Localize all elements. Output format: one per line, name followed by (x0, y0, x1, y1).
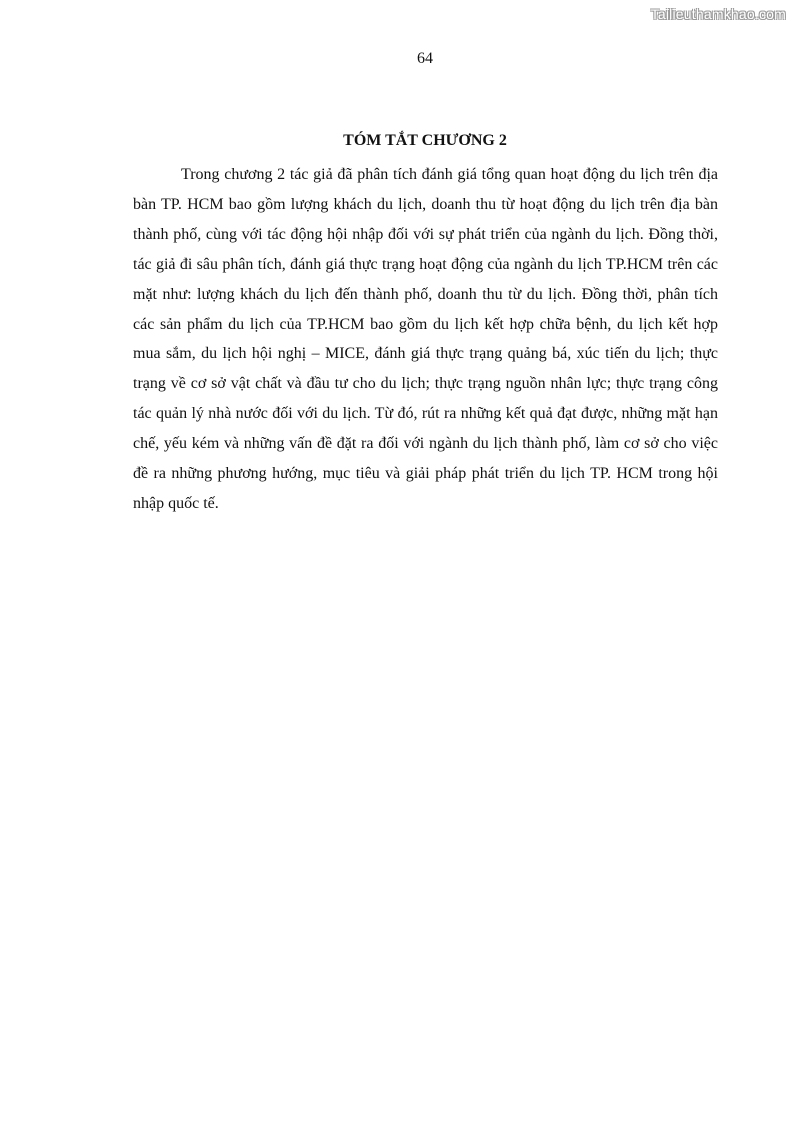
chapter-title: TÓM TẮT CHƯƠNG 2 (343, 132, 507, 149)
page-number: 64 (417, 50, 433, 67)
summary-paragraph: Trong chương 2 tác giả đã phân tích đánh giá tổng quan hoạt động du lịch trên địa bàn TP. HCM bao gồm lượng khách du lịch, doanh thu từ hoạt động du lịch trên địa bàn thành phố, cùng với tác động hội nhập đối với sự phát triển của ngành du lịch. Đồng thời, tác giả đi sâu phân tích, đánh giá thực trạng hoạt động của ngành du lịch TP.HCM trên các mặt như: lượng khách du lịch đến thành phố, doanh thu từ du lịch. Đồng thời, phân tích các sản phẩm du lịch của TP.HCM bao gồm du lịch kết hợp chữa bệnh, du lịch kết hợp mua sắm, du lịch hội nghị – MICE, đánh giá thực trạng quảng bá, xúc tiến du lịch; thực trạng về cơ sở vật chất và đầu tư cho du lịch; thực trạng nguồn nhân lực; thực trạng công tác quản lý nhà nước đối với du lịch. Từ đó, rút ra những kết quả đạt được, những mặt hạn chế, yếu kém và những vấn đề đặt ra đối với ngành du lịch thành phố, làm cơ sở cho việc đề ra những phương hướng, mục tiêu và giải pháp phát triển du lịch TP. HCM trong hội nhập quốc tế. (133, 166, 718, 512)
watermark-text: Tailieuthamkhao.com (650, 6, 786, 22)
